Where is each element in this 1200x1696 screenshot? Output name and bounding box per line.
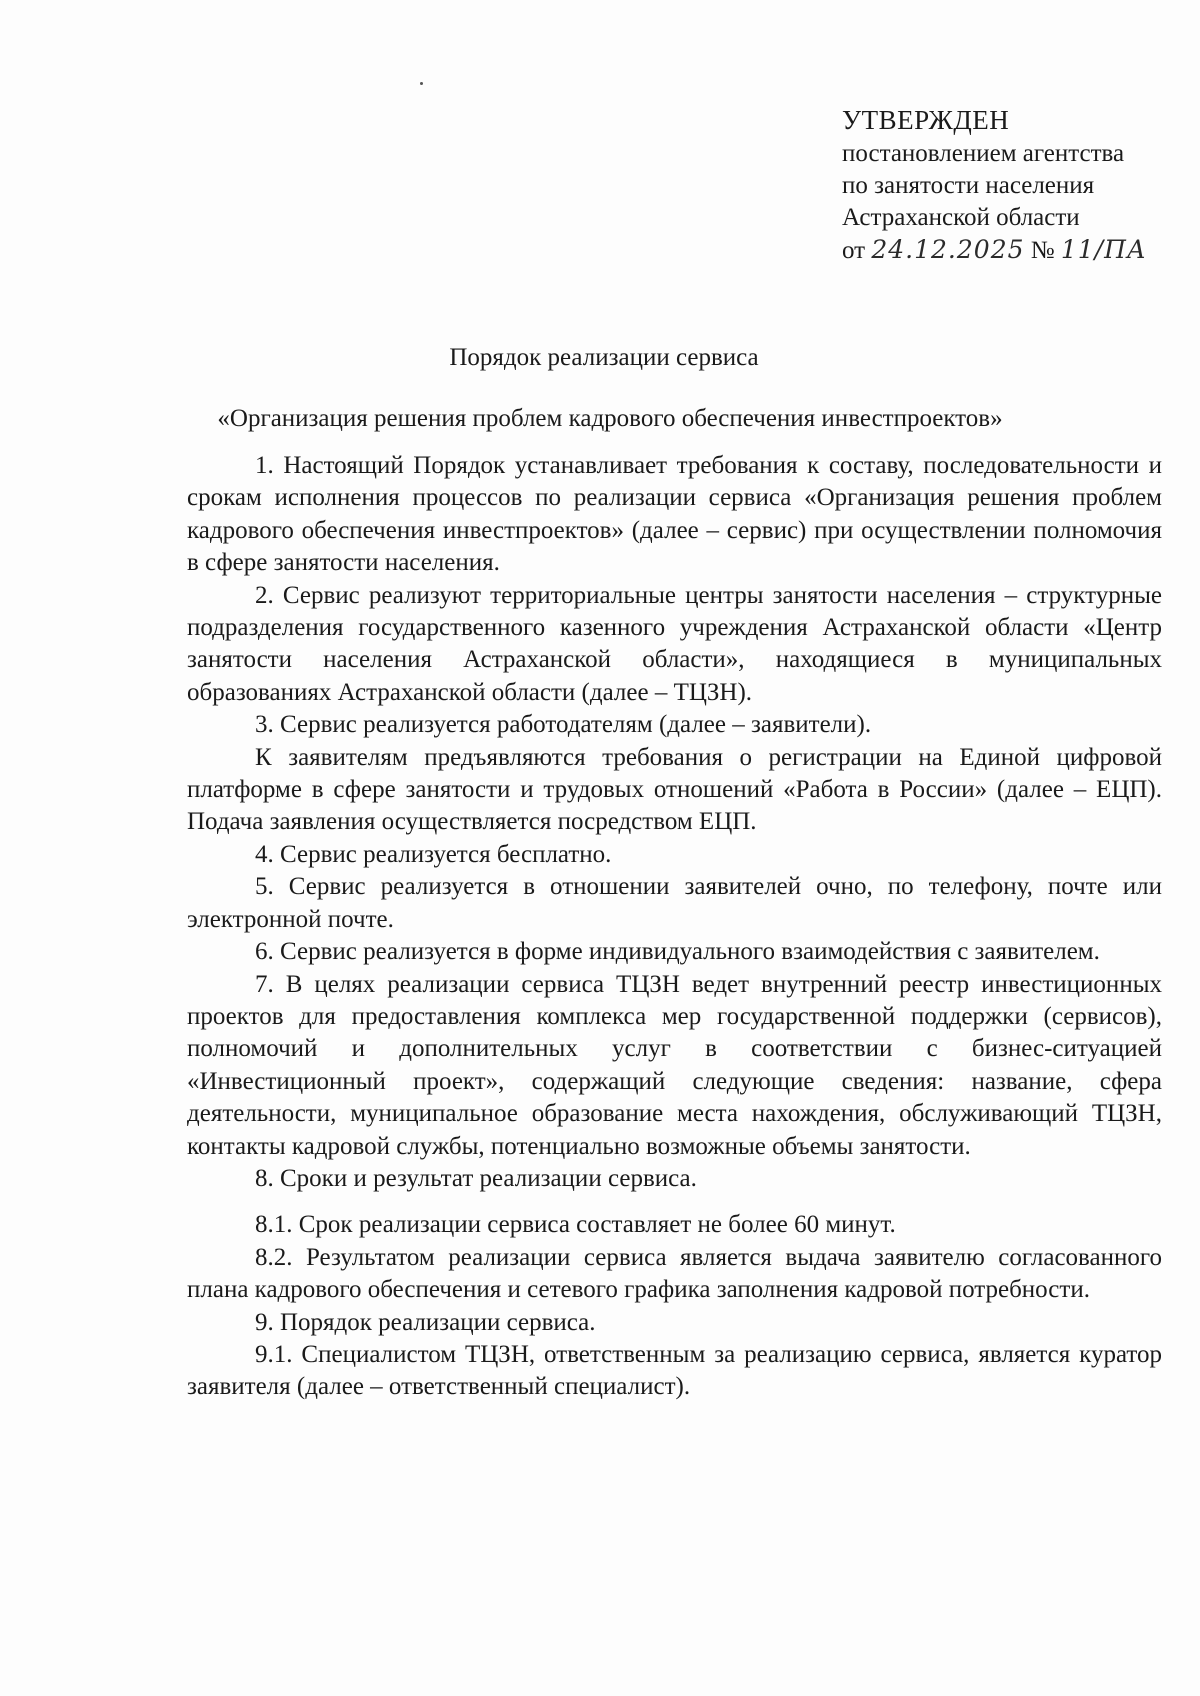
paragraph-6: 6. Сервис реализуется в форме индивидуального взаимодействия с заявителем. (255, 938, 1100, 966)
approval-line-3: Астраханской области (842, 204, 1080, 231)
paragraph-3-requirements: К заявителям предъявляются требования о регистрации на Единой цифровой платформе в сфере занятости и трудовых отношений «Работа в России» (далее – ЕЦП). Подача заявления осуществляется посредством ЕЦП. (187, 743, 1162, 836)
paragraph-3: 3. Сервис реализуется работодателям (далее – заявители). (255, 711, 872, 739)
approval-line-2: по занятости населения (842, 172, 1095, 199)
paragraph-8-1: 8.1. Срок реализации сервиса составляет не более 60 минут. (255, 1211, 896, 1239)
approval-stamp-block (842, 104, 1182, 267)
document-body (187, 450, 1162, 1404)
document-title: Порядок реализации сервиса (449, 344, 759, 371)
approval-title: УТВЕРЖДЕН (842, 105, 1010, 135)
approval-number-handwritten: 11/ПА (1060, 235, 1147, 264)
paragraph-2: 2. Сервис реализуют территориальные центры занятости населения – структурные подразделения государственного казенного учреждения Астраханской области «Центр занятости населения Астраханской области», находящиеся в муниципальных образованиях Астраханской области (далее – ТЦЗН). (187, 581, 1162, 706)
paragraph-8: 8. Сроки и результат реализации сервиса. (255, 1164, 697, 1192)
scan-speck (420, 82, 423, 85)
approval-date-line (842, 234, 1182, 267)
approval-date-handwritten: 24.12.2025 (871, 235, 1025, 264)
paragraph-7: 7. В целях реализации сервиса ТЦЗН ведет внутренний реестр инвестиционных проектов для предоставления комплекса мер государственной поддержки (сервисов), полномочий и дополнительных услуг в соответствии с бизнес-ситуацией «Инвестиционный проект», содержащий следующие сведения: название, сфера деятельности, муниципальное образование места нахождения, обслуживающий ТЦЗН, контакты кадровой службы, потенциально возможные объемы занятости. (187, 970, 1162, 1160)
document-subtitle: «Организация решения проблем кадрового обеспечения инвестпроектов» (217, 405, 1003, 432)
paragraph-9-1: 9.1. Специалистом ТЦЗН, ответственным за реализацию сервиса, является куратор заявителя (далее – ответственный специалист). (187, 1340, 1162, 1401)
paragraph-5: 5. Сервис реализуется в отношении заявителей очно, по телефону, почте или электронной почте. (187, 873, 1162, 933)
approval-date-prefix: от (842, 237, 866, 264)
approval-number-sign: № (1030, 237, 1055, 264)
approval-line-1: постановлением агентства (842, 140, 1125, 167)
paragraph-8-2: 8.2. Результатом реализации сервиса является выдача заявителю согласованного плана кадрового обеспечения и сетевого графика заполнения кадровой потребности. (187, 1243, 1162, 1304)
paragraph-1: 1. Настоящий Порядок устанавливает требования к составу, последовательности и срокам исполнения процессов по реализации сервиса «Организация решения проблем кадрового обеспечения инвестпроектов» (далее – сервис) при осуществлении полномочия в сфере занятости населения. (187, 452, 1162, 577)
paragraph-9: 9. Порядок реализации сервиса. (255, 1308, 596, 1336)
paragraph-4: 4. Сервис реализуется бесплатно. (255, 840, 612, 868)
